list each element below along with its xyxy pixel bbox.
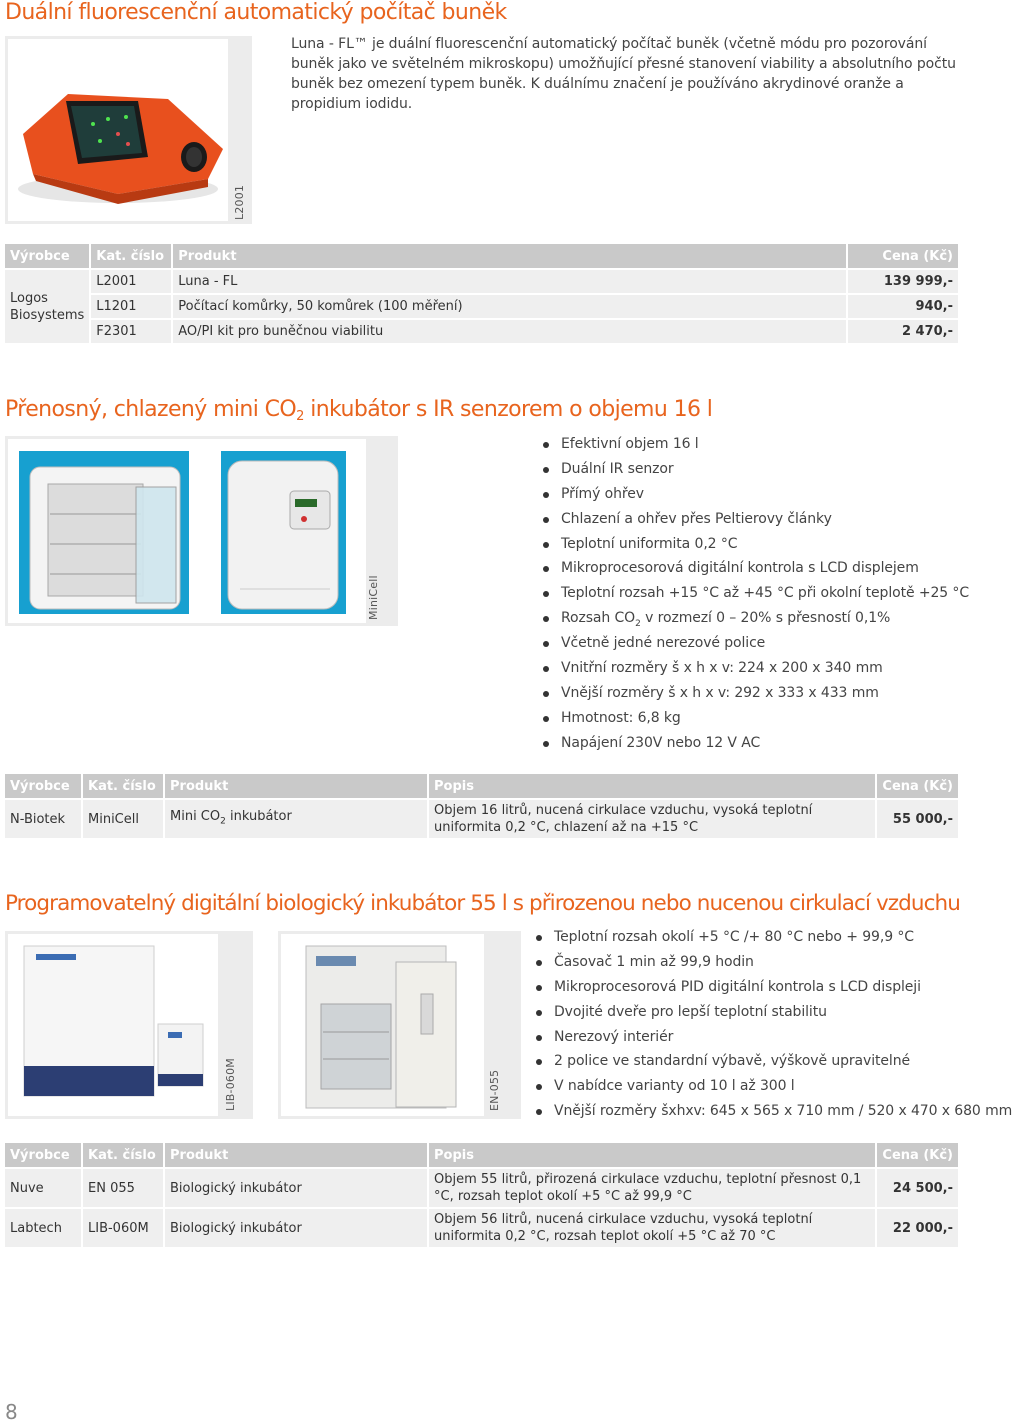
list-item: Mikroprocesorová PID digitální kontrola s LCD displeji: [533, 975, 1012, 1000]
col-price: Cena (Kč): [877, 1143, 958, 1167]
col-price: Cena (Kč): [877, 774, 958, 798]
bio-incubator-image1: [8, 934, 218, 1116]
product-code-label: L2001: [233, 184, 246, 220]
col-cat-number: Kat. číslo: [83, 1143, 165, 1167]
cat-cell: L1201: [91, 293, 173, 318]
cell-counter-image-frame: [5, 36, 252, 224]
price-cell: 2 470,-: [848, 318, 958, 343]
list-item: Vnitřní rozměry š x h x v: 224 x 200 x 340 mm: [540, 656, 969, 681]
product-code-label: MiniCell: [367, 575, 380, 620]
cat-cell: EN 055: [83, 1167, 165, 1207]
product-code-label: EN-055: [488, 1069, 501, 1111]
list-item: Rozsah $CO_2$ v rozmezí 0 – 20% s přesností 0,1%: [540, 606, 969, 631]
col-manufacturer: Výrobce: [5, 1143, 83, 1167]
product-cell: AO/PI kit pro buněčnou viabilitu: [173, 318, 848, 343]
cat-cell: MiniCell: [83, 798, 165, 838]
col-product: Produkt: [165, 1143, 429, 1167]
col-description: Popis: [429, 1143, 877, 1167]
section1-price-table: [5, 244, 958, 343]
col-product: Produkt: [173, 244, 848, 268]
cat-cell: L2001: [91, 268, 173, 293]
list-item: Nerezový interiér: [533, 1025, 1012, 1050]
page-number: 8: [5, 1400, 18, 1424]
bio-incubator-image1-frame: [5, 931, 253, 1119]
bio-incubator-image2-frame: [278, 931, 521, 1119]
manufacturer-cell: Nuve: [5, 1167, 83, 1207]
list-item: Teplotní rozsah +15 °C až +45 °C při okolní teplotě +25 °C: [540, 581, 969, 606]
table-row: [5, 293, 958, 318]
list-item: Efektivní objem 16 l: [540, 432, 969, 457]
list-item: Včetně jedné nerezové police: [540, 631, 969, 656]
section2-price-table: [5, 774, 958, 838]
col-manufacturer: Výrobce: [5, 244, 91, 268]
list-item: Vnější rozměry š x h x v: 292 x 333 x 433 mm: [540, 681, 969, 706]
list-item: Dvojité dveře pro lepší teplotní stabilitu: [533, 1000, 1012, 1025]
table-row: [5, 1167, 958, 1207]
table-row: [5, 268, 958, 293]
price-cell: 24 500,-: [877, 1167, 958, 1207]
table-row: [5, 318, 958, 343]
price-cell: 139 999,-: [848, 268, 958, 293]
col-manufacturer: Výrobce: [5, 774, 83, 798]
list-item: 2 police ve standardní výbavě, výškově upravitelné: [533, 1049, 1012, 1074]
description-cell: Objem 55 litrů, přirozená cirkulace vzduchu, teplotní přesnost 0,1 °C, rozsah teplot okolí +5 °C až 99,9 °C: [429, 1167, 877, 1207]
col-cat-number: Kat. číslo: [91, 244, 173, 268]
product-cell: Mini $CO_2$ inkubátor: [165, 798, 429, 838]
list-item: Hmotnost: 6,8 kg: [540, 706, 969, 731]
section1-title: Duální fluorescenční automatický počítač buněk: [5, 0, 507, 25]
mini-incubator-image: [8, 439, 366, 623]
col-description: Popis: [429, 774, 877, 798]
list-item: Mikroprocesorová digitální kontrola s LCD displejem: [540, 556, 969, 581]
list-item: Teplotní rozsah okolí +5 °C /+ 80 °C nebo + 99,9 °C: [533, 925, 1012, 950]
product-cell: Biologický inkubátor: [165, 1167, 429, 1207]
list-item: Napájení 230V nebo 12 V AC: [540, 731, 969, 756]
cat-cell: F2301: [91, 318, 173, 343]
list-item: Časovač 1 min až 99,9 hodin: [533, 950, 1012, 975]
product-cell: Luna - FL: [173, 268, 848, 293]
section2-title: Přenosný, chlazený mini $CO_2$ inkubátor s IR senzorem o objemu 16 l: [5, 397, 713, 424]
section3-title: Programovatelný digitální biologický inkubátor 55 l s přirozenou nebo nucenou cirkulací vzduchu: [5, 891, 961, 916]
price-cell: 22 000,-: [877, 1207, 958, 1247]
table-row: [5, 798, 958, 838]
cat-cell: LIB-060M: [83, 1207, 165, 1247]
manufacturer-cell: N-Biotek: [5, 798, 83, 838]
description-cell: Objem 56 litrů, nucená cirkulace vzduchu, vysoká teplotní uniformita 0,2 °C, rozsah teplot okolí +5 °C až 70 °C: [429, 1207, 877, 1247]
list-item: Teplotní uniformita 0,2 °C: [540, 532, 969, 557]
col-price: Cena (Kč): [848, 244, 958, 268]
price-cell: 55 000,-: [877, 798, 958, 838]
product-cell: Biologický inkubátor: [165, 1207, 429, 1247]
manufacturer-cell: Labtech: [5, 1207, 83, 1247]
manufacturer-cell: Logos Biosystems: [5, 268, 91, 343]
list-item: Chlazení a ohřev přes Peltierovy články: [540, 507, 969, 532]
list-item: V nabídce varianty od 10 l až 300 l: [533, 1074, 1012, 1099]
list-item: Vnější rozměry šxhxv: 645 x 565 x 710 mm / 520 x 470 x 680 mm: [533, 1099, 1012, 1124]
bio-incubator-features-list: [533, 925, 1012, 1124]
product-description: Luna - FL™ je duální fluorescenční automatický počítač buněk (včetně módu pro pozorování buněk jako ve světelném mikroskopu) umožňující přesné stanovení viability a absolutního počtu buněk bez omezení typem buněk. K duálnímu značení je používáno akrydinové oranže a propidium iodidu.: [291, 36, 956, 112]
section3-price-table: [5, 1143, 958, 1247]
description-cell: Objem 16 litrů, nucená cirkulace vzduchu, vysoká teplotní uniformita 0,2 °C, chlazení až na +15 °C: [429, 798, 877, 838]
product-code-label: LIB-060M: [224, 1058, 237, 1111]
table-row: [5, 1207, 958, 1247]
list-item: Duální IR senzor: [540, 457, 969, 482]
product-cell: Počítací komůrky, 50 komůrek (100 měření): [173, 293, 848, 318]
col-product: Produkt: [165, 774, 429, 798]
list-item: Přímý ohřev: [540, 482, 969, 507]
mini-incubator-image-frame: [5, 436, 398, 626]
mini-incubator-features-list: [540, 432, 969, 756]
bio-incubator-image2: [281, 934, 484, 1116]
price-cell: 940,-: [848, 293, 958, 318]
cell-counter-image: [8, 39, 228, 221]
col-cat-number: Kat. číslo: [83, 774, 165, 798]
